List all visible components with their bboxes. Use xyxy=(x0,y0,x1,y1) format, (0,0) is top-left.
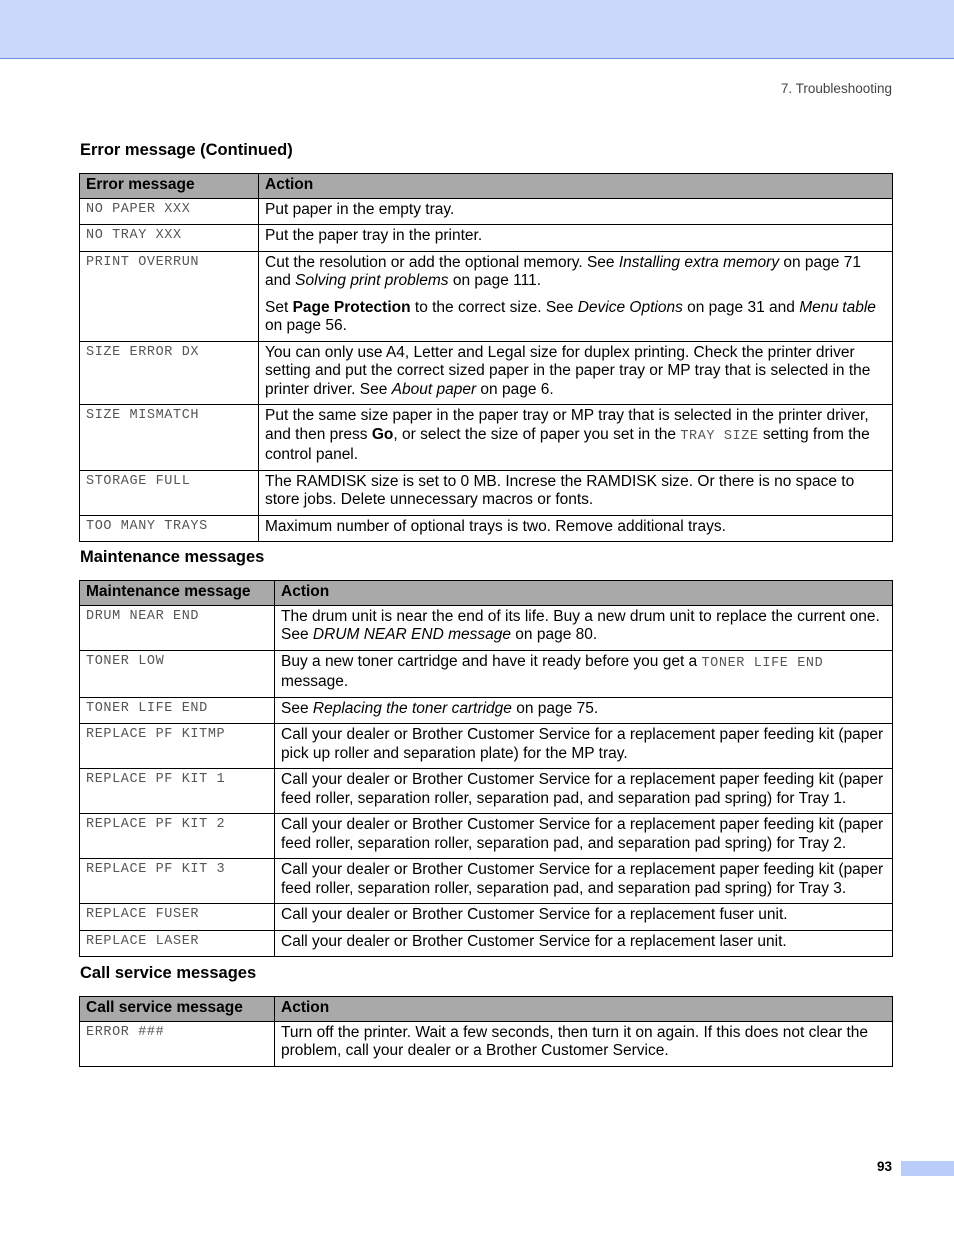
action-paragraph xyxy=(281,816,886,853)
table-row xyxy=(80,769,893,814)
action-text: message. xyxy=(281,673,349,690)
table-row xyxy=(80,341,893,405)
action-text: Call your dealer or Brother Customer Service for a replacement laser unit. xyxy=(281,932,787,950)
cross-reference: Installing extra memory xyxy=(618,253,780,271)
table-row xyxy=(80,225,893,252)
cross-reference: Menu table xyxy=(799,298,876,316)
column-header: Maintenance message xyxy=(80,581,275,606)
message-code: TONER LOW xyxy=(80,650,275,697)
action-paragraph xyxy=(265,518,886,537)
message-code: REPLACE PF KITMP xyxy=(80,724,275,769)
table-row xyxy=(80,904,893,931)
action-cell xyxy=(259,251,893,341)
action-text: on page 75. xyxy=(511,699,599,717)
action-text: to the correct size. See xyxy=(410,298,578,316)
action-cell xyxy=(275,1021,893,1066)
action-cell xyxy=(275,859,893,904)
chapter-label: 7. Troubleshooting xyxy=(780,81,892,96)
table-header-row xyxy=(80,581,893,606)
action-cell xyxy=(275,904,893,931)
page-number: 93 xyxy=(876,1159,892,1174)
action-text: The drum unit is near the end of its life. Buy a new drum unit to replace the current one. See xyxy=(281,607,880,643)
action-cell xyxy=(275,814,893,859)
action-text: on page 6. xyxy=(476,380,554,398)
cross-reference: Device Options xyxy=(577,298,683,316)
action-text: on page 71 and xyxy=(265,253,861,289)
message-code: NO PAPER XXX xyxy=(80,198,259,225)
message-code: TOO MANY TRAYS xyxy=(80,515,259,542)
action-text: , or select the size of paper you set in the xyxy=(393,425,681,443)
message-code: REPLACE LASER xyxy=(80,930,275,957)
action-cell xyxy=(275,769,893,814)
action-cell xyxy=(259,515,893,542)
cross-reference: About paper xyxy=(391,380,477,398)
section-title-maintenance: Maintenance messages xyxy=(80,548,265,566)
action-cell xyxy=(259,405,893,471)
action-paragraph xyxy=(281,653,886,692)
emphasis-text: Page Protection xyxy=(292,298,411,316)
table-row xyxy=(80,470,893,515)
table-row xyxy=(80,697,893,724)
action-cell xyxy=(275,650,893,697)
cross-reference: DRUM NEAR END message xyxy=(312,626,511,643)
action-cell xyxy=(275,697,893,724)
table-row xyxy=(80,251,893,341)
action-text: Maximum number of optional trays is two. Remove additional trays. xyxy=(265,517,726,535)
table-row xyxy=(80,650,893,697)
action-text: You can only use A4, Letter and Legal size for duplex printing. Check the printer driver setting and put the correct sized paper in the paper tray or MP tray that is selected in the printer driver. See xyxy=(265,343,871,398)
action-cell xyxy=(259,470,893,515)
maintenance-message-table xyxy=(79,580,893,957)
section-title-call-service: Call service messages xyxy=(80,964,257,982)
column-header: Action xyxy=(275,997,893,1022)
action-paragraph xyxy=(281,906,886,925)
action-text: Turn off the printer. Wait a few seconds, then turn it on again. If this does not clear the problem, call your dealer or a Brother Customer Service. xyxy=(281,1023,869,1059)
action-cell xyxy=(259,198,893,225)
message-code: REPLACE PF KIT 2 xyxy=(80,814,275,859)
action-text: Buy a new toner cartridge and have it ready before you get a xyxy=(281,652,702,670)
action-paragraph xyxy=(281,608,886,645)
message-code: SIZE MISMATCH xyxy=(80,405,259,471)
action-paragraph xyxy=(265,407,886,465)
action-cell xyxy=(275,605,893,650)
message-code: STORAGE FULL xyxy=(80,470,259,515)
column-header: Action xyxy=(275,581,893,606)
action-text: Call your dealer or Brother Customer Service for a replacement paper feeding kit (paper pick up roller and separation plate) for the MP tray. xyxy=(281,726,884,762)
action-cell xyxy=(259,341,893,405)
table-header-row xyxy=(80,997,893,1022)
table-row xyxy=(80,515,893,542)
action-paragraph xyxy=(265,344,886,400)
action-text: Put paper in the empty tray. xyxy=(265,200,455,218)
action-text: setting from the control panel. xyxy=(265,425,870,463)
action-paragraph xyxy=(265,473,886,510)
action-cell xyxy=(275,930,893,957)
action-text: Put the same size paper in the paper tray or MP tray that is selected in the printer driver, and then press xyxy=(265,407,869,443)
table-row xyxy=(80,1021,893,1066)
message-code: REPLACE PF KIT 1 xyxy=(80,769,275,814)
section-title-error-continued: Error message (Continued) xyxy=(80,141,293,159)
action-cell xyxy=(259,225,893,252)
action-paragraph xyxy=(265,254,886,291)
action-paragraph xyxy=(281,700,886,719)
action-text: Put the paper tray in the printer. xyxy=(265,227,483,244)
action-text: on page 80. xyxy=(511,626,598,643)
column-header: Action xyxy=(259,174,893,199)
message-code: REPLACE PF KIT 3 xyxy=(80,859,275,904)
action-text: Call your dealer or Brother Customer Service for a replacement paper feeding kit (paper feed roller, separation roller, separation pad, and separation pad spring) for Tray 2. xyxy=(281,816,884,852)
page-tab xyxy=(901,1161,954,1176)
call-service-message-table xyxy=(79,996,893,1067)
action-paragraph xyxy=(281,726,886,763)
action-text: Call your dealer or Brother Customer Service for a replacement paper feeding kit (paper feed roller, separation roller, separation pad, and separation pad spring) for Tray 3. xyxy=(281,861,884,897)
table-header-row xyxy=(80,174,893,199)
message-code: REPLACE FUSER xyxy=(80,904,275,931)
message-code: NO TRAY XXX xyxy=(80,225,259,252)
inline-code: TONER LIFE END xyxy=(701,655,824,671)
action-cell xyxy=(275,724,893,769)
message-code: PRINT OVERRUN xyxy=(80,251,259,341)
cross-reference: Solving print problems xyxy=(295,272,449,289)
message-code: TONER LIFE END xyxy=(80,697,275,724)
error-message-table xyxy=(79,173,893,542)
table-row xyxy=(80,605,893,650)
action-paragraph xyxy=(265,227,886,246)
action-text: Call your dealer or Brother Customer Service for a replacement fuser unit. xyxy=(281,906,788,923)
table-row xyxy=(80,724,893,769)
action-text: on page 111. xyxy=(448,272,542,289)
table-row xyxy=(80,930,893,957)
emphasis-text: Go xyxy=(371,425,394,443)
action-paragraph xyxy=(281,933,886,952)
message-code: ERROR ### xyxy=(80,1021,275,1066)
action-text: See xyxy=(281,699,313,717)
column-header: Error message xyxy=(80,174,259,199)
table-row xyxy=(80,405,893,471)
message-code: SIZE ERROR DX xyxy=(80,341,259,405)
action-paragraph xyxy=(265,299,886,336)
action-text: on page 31 and xyxy=(682,298,800,316)
column-header: Call service message xyxy=(80,997,275,1022)
action-text: on page 56. xyxy=(265,317,347,334)
message-code: DRUM NEAR END xyxy=(80,605,275,650)
header-band xyxy=(0,0,954,59)
action-paragraph xyxy=(265,201,886,220)
action-paragraph xyxy=(281,861,886,898)
table-row xyxy=(80,814,893,859)
cross-reference: Replacing the toner cartridge xyxy=(312,699,512,717)
action-text: Call your dealer or Brother Customer Service for a replacement paper feeding kit (paper feed roller, separation roller, separation pad, and separation pad spring) for Tray 1. xyxy=(281,771,884,807)
table-row xyxy=(80,198,893,225)
inline-code: TRAY SIZE xyxy=(680,428,759,444)
action-paragraph xyxy=(281,771,886,808)
action-paragraph xyxy=(281,1024,886,1061)
action-text: Cut the resolution or add the optional memory. See xyxy=(265,253,619,271)
action-text: Set xyxy=(265,298,293,316)
action-text: The RAMDISK size is set to 0 MB. Increse the RAMDISK size. Or there is no space to store jobs. Delete unnecessary macros or fonts. xyxy=(265,472,855,508)
table-row xyxy=(80,859,893,904)
